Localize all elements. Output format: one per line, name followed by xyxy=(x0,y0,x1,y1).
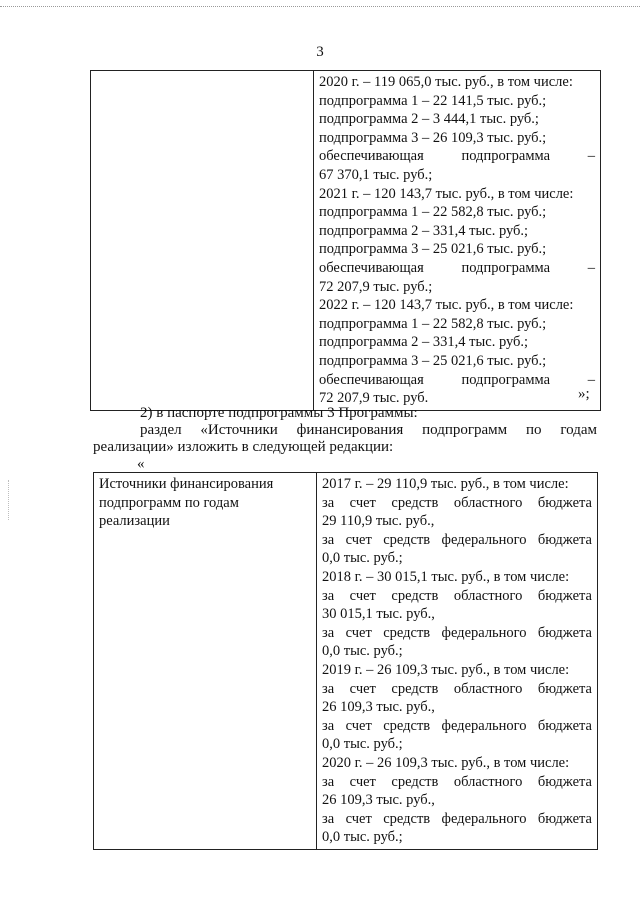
word: за xyxy=(322,717,335,734)
word: подпрограмм xyxy=(422,422,508,438)
funding-line: 29 110,9 тыс. руб., xyxy=(322,513,435,530)
scan-margin-artifact xyxy=(8,480,9,520)
word: федерального xyxy=(441,810,527,827)
funding-line: подпрограмма 1 – 22 582,8 тыс. руб.; xyxy=(319,204,547,221)
word: – xyxy=(587,371,595,388)
word: за xyxy=(322,624,335,641)
word: счет xyxy=(349,494,376,511)
word: за xyxy=(322,587,335,604)
word: областного xyxy=(453,680,523,697)
table-row xyxy=(94,473,598,850)
paragraph-line-2 xyxy=(140,421,597,440)
word: счет xyxy=(349,773,376,790)
word: за xyxy=(322,531,335,548)
word: годам xyxy=(560,422,597,438)
scan-artifact-line xyxy=(0,6,640,7)
word: финансирования xyxy=(296,422,404,438)
opening-quote: « xyxy=(137,456,145,472)
justified-line xyxy=(322,531,592,550)
word: федерального xyxy=(441,531,527,548)
funding-line: подпрограмма 2 – 331,4 тыс. руб.; xyxy=(319,222,529,239)
funding-line: 2019 г. – 26 109,3 тыс. руб., в том числе: xyxy=(322,661,570,678)
word: счет xyxy=(345,717,372,734)
subprogram-funding-table xyxy=(93,472,598,850)
justified-line xyxy=(322,680,592,699)
word: федерального xyxy=(441,624,527,641)
word: за xyxy=(322,680,335,697)
word: раздел xyxy=(140,422,182,438)
funding-line: 30 015,1 тыс. руб., xyxy=(322,606,435,623)
label-line: подпрограмм по годам xyxy=(99,494,239,511)
paragraph-line-1: 2) в паспорте подпрограммы 3 Программы: xyxy=(140,405,418,421)
funding-line: 0,0 тыс. руб.; xyxy=(322,550,403,567)
word: средств xyxy=(391,680,439,697)
word: бюджета xyxy=(537,531,592,548)
word: за xyxy=(322,494,335,511)
word: подпрограмма xyxy=(461,148,551,165)
justified-line xyxy=(322,624,592,643)
word: бюджета xyxy=(537,773,592,790)
word: средств xyxy=(383,531,431,548)
paragraph-line-3: реализации» изложить в следующей редакции: xyxy=(93,439,394,455)
justified-line xyxy=(319,147,595,166)
word: бюджета xyxy=(537,717,592,734)
word: областного xyxy=(453,773,523,790)
table-cell-funding xyxy=(317,473,598,850)
funding-line: 0,0 тыс. руб.; xyxy=(322,829,403,846)
funding-line: 2018 г. – 30 015,1 тыс. руб., в том числе: xyxy=(322,568,570,585)
justified-line xyxy=(322,494,592,513)
word: подпрограмма xyxy=(461,259,551,276)
word: счет xyxy=(349,680,376,697)
word: бюджета xyxy=(537,494,592,511)
funding-line: 72 207,9 тыс. руб.; xyxy=(319,278,433,295)
funding-line: 2021 г. – 120 143,7 тыс. руб., в том числе: xyxy=(319,185,574,202)
justified-line xyxy=(322,717,592,736)
word: средств xyxy=(383,810,431,827)
closing-quote: »; xyxy=(578,386,590,402)
page-number: 3 xyxy=(316,44,324,60)
word: средств xyxy=(383,717,431,734)
word: счет xyxy=(345,531,372,548)
word: областного xyxy=(453,587,523,604)
word: средств xyxy=(391,494,439,511)
justified-line xyxy=(322,773,592,792)
word: «Источники xyxy=(200,422,278,438)
word: бюджета xyxy=(537,680,592,697)
label-line: Источники финансирования xyxy=(99,476,274,492)
funding-line: подпрограмма 2 – 331,4 тыс. руб.; xyxy=(319,334,529,351)
word: за xyxy=(322,773,335,790)
word: федерального xyxy=(441,717,527,734)
funding-line: 0,0 тыс. руб.; xyxy=(322,643,403,660)
word: средств xyxy=(383,624,431,641)
word: средств xyxy=(391,773,439,790)
funding-line: подпрограмма 1 – 22 582,8 тыс. руб.; xyxy=(319,315,547,332)
word: подпрограмма xyxy=(461,371,551,388)
funding-table-continued xyxy=(90,70,601,411)
word: средств xyxy=(391,587,439,604)
word: счет xyxy=(345,810,372,827)
funding-line: 0,0 тыс. руб.; xyxy=(322,736,403,753)
word: счет xyxy=(345,624,372,641)
funding-line: 26 109,3 тыс. руб., xyxy=(322,699,435,716)
funding-line: 2022 г. – 120 143,7 тыс. руб., в том числе: xyxy=(319,297,574,314)
word: бюджета xyxy=(537,624,592,641)
funding-line: 2020 г. – 119 065,0 тыс. руб., в том числе: xyxy=(319,74,573,90)
table-row xyxy=(91,71,601,411)
justified-line xyxy=(322,810,592,829)
table-cell-empty xyxy=(91,71,314,411)
funding-line: подпрограмма 2 – 3 444,1 тыс. руб.; xyxy=(319,111,539,128)
funding-line: подпрограмма 3 – 25 021,6 тыс. руб.; xyxy=(319,352,547,369)
word: по xyxy=(525,422,542,438)
justified-line xyxy=(322,587,592,606)
funding-line: подпрограмма 3 – 25 021,6 тыс. руб.; xyxy=(319,241,547,258)
word: – xyxy=(587,259,595,276)
justified-line xyxy=(319,259,595,278)
word: областного xyxy=(453,494,523,511)
table-cell-funding xyxy=(314,71,601,411)
label-line: реализации xyxy=(99,513,170,530)
funding-line: 67 370,1 тыс. руб.; xyxy=(319,166,433,183)
word: обеспечивающая xyxy=(319,148,424,165)
word: счет xyxy=(349,587,376,604)
funding-line: 2017 г. – 29 110,9 тыс. руб., в том числе: xyxy=(322,476,569,492)
word: бюджета xyxy=(537,587,592,604)
word: за xyxy=(322,810,335,827)
funding-line: 2020 г. – 26 109,3 тыс. руб., в том числе: xyxy=(322,754,570,771)
table-cell-label xyxy=(94,473,317,850)
word: бюджета xyxy=(537,810,592,827)
word: обеспечивающая xyxy=(319,259,424,276)
funding-line: подпрограмма 3 – 26 109,3 тыс. руб.; xyxy=(319,129,547,146)
word: – xyxy=(587,148,595,165)
funding-line: 26 109,3 тыс. руб., xyxy=(322,792,435,809)
word: обеспечивающая xyxy=(319,371,424,388)
funding-line: 72 207,9 тыс. руб. xyxy=(319,390,429,407)
funding-line: подпрограмма 1 – 22 141,5 тыс. руб.; xyxy=(319,92,547,109)
justified-line xyxy=(319,371,595,390)
